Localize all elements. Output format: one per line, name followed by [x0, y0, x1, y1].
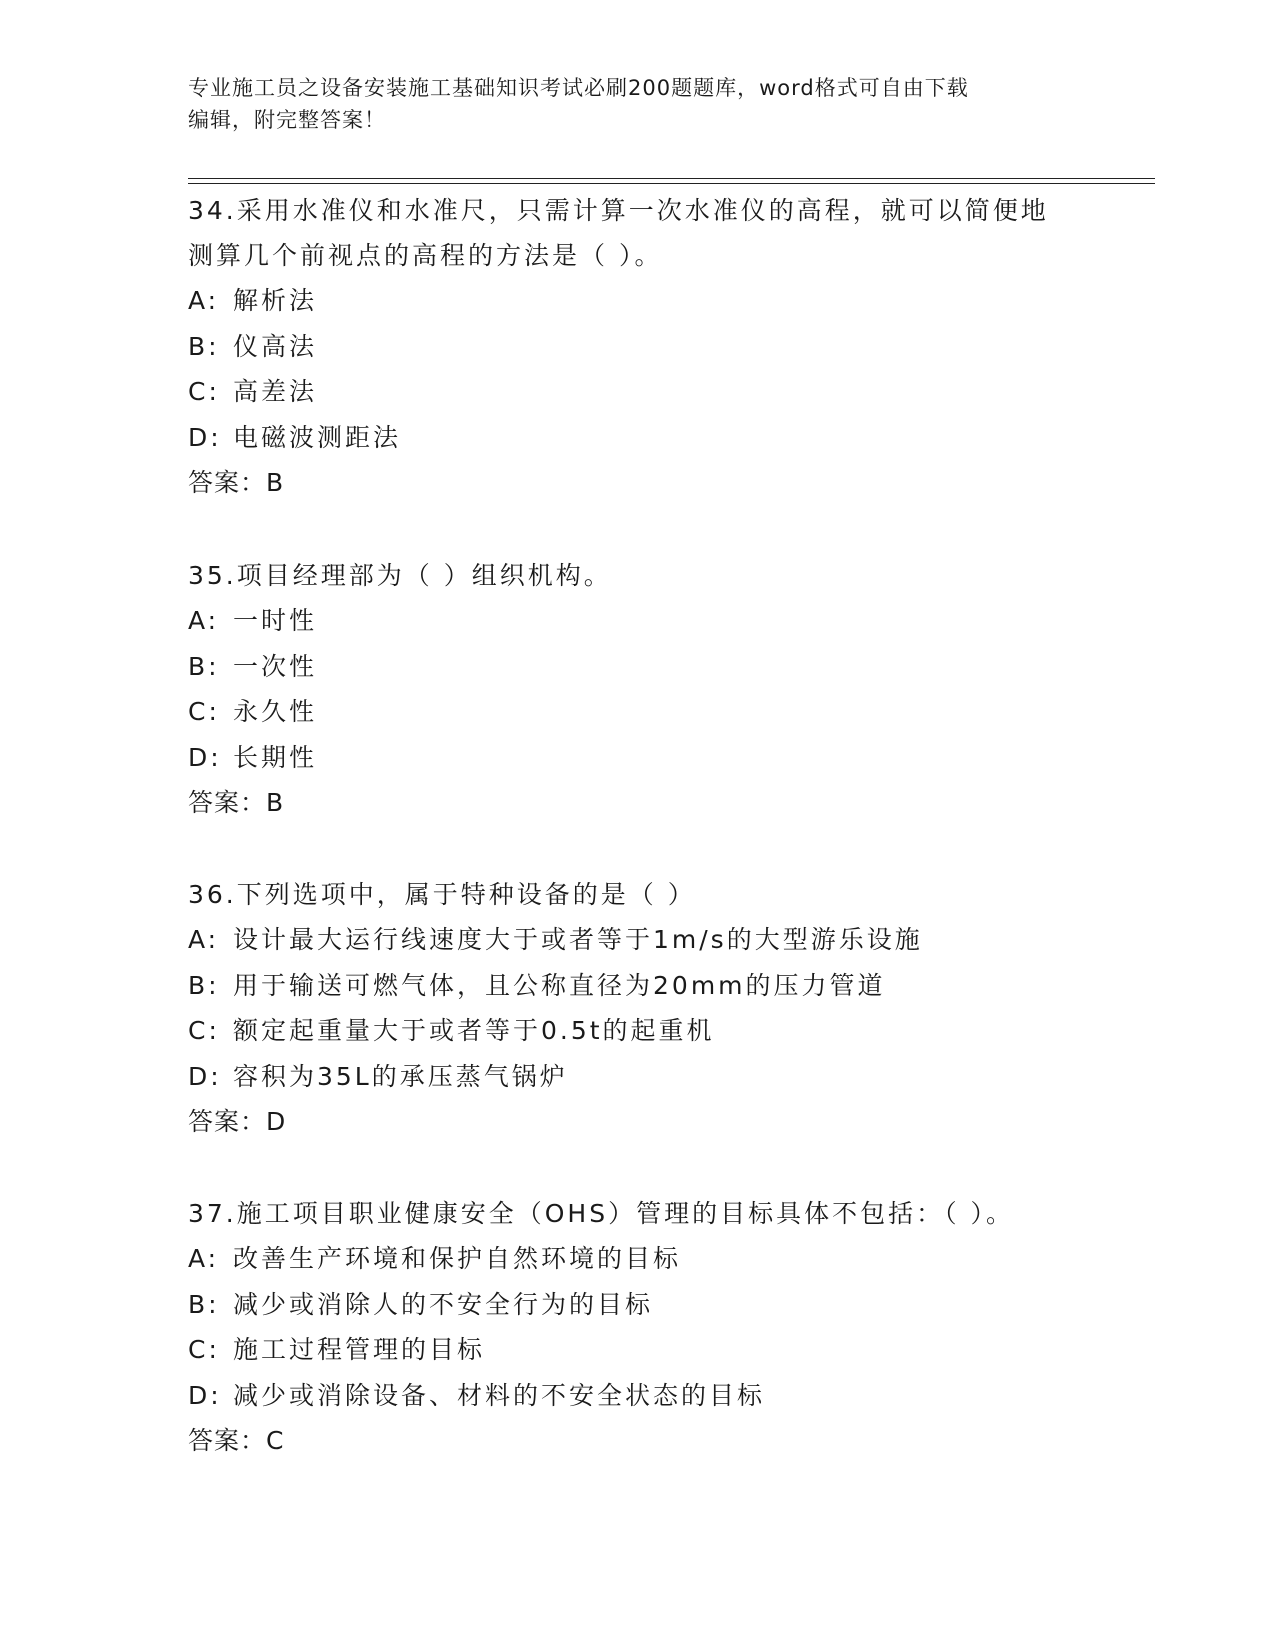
option-key: D:	[188, 422, 222, 452]
option-text: 用于输送可燃气体，且公称直径为20mm的压力管道	[233, 970, 886, 1000]
option-d	[188, 1054, 1088, 1100]
option-b	[188, 963, 1088, 1009]
question-text-line: 34.采用水准仪和水准尺，只需计算一次水准仪的高程，就可以简便地	[188, 196, 1049, 225]
option-b	[188, 1282, 1088, 1328]
header-line-1: 专业施工员之设备安装施工基础知识考试必刷200题题库，word格式可自由下载	[188, 76, 969, 100]
option-key: C:	[188, 697, 220, 726]
option-key: D:	[188, 1061, 222, 1091]
option-key: C:	[188, 1016, 220, 1045]
option-key: B:	[188, 331, 220, 361]
option-key: D:	[188, 1380, 222, 1410]
answer: 答案：B	[188, 788, 285, 817]
option-key: B:	[188, 1289, 220, 1319]
question-text-line: 37.施工项目职业健康安全（OHS）管理的目标具体不包括：（ ）。	[188, 1199, 1015, 1228]
option-text: 一次性	[233, 651, 318, 681]
option-key: D:	[188, 742, 222, 772]
option-text: 施工过程管理的目标	[233, 1335, 486, 1364]
option-b	[188, 324, 1088, 370]
option-b	[188, 644, 1088, 690]
option-c	[188, 1008, 1088, 1054]
question-37	[188, 1191, 1088, 1464]
option-text: 解析法	[233, 286, 318, 315]
option-a	[188, 278, 1088, 324]
answer: 答案：D	[188, 1107, 287, 1136]
option-text: 高差法	[233, 377, 318, 406]
answer: 答案：C	[188, 1426, 285, 1455]
option-c	[188, 1327, 1088, 1373]
option-key: C:	[188, 1335, 220, 1364]
option-text: 电磁波测距法	[233, 422, 402, 452]
option-a	[188, 917, 1088, 963]
option-key: A:	[188, 1244, 220, 1273]
question-text-line: 35.项目经理部为（ ）组织机构。	[188, 561, 612, 590]
option-text: 长期性	[233, 742, 318, 772]
option-key: B:	[188, 970, 220, 1000]
question-35	[188, 553, 1088, 826]
option-text: 一时性	[233, 606, 318, 635]
option-key: A:	[188, 606, 220, 635]
document-header	[188, 72, 1088, 136]
option-key: A:	[188, 925, 220, 954]
option-c	[188, 689, 1088, 735]
option-c	[188, 369, 1088, 415]
option-d	[188, 735, 1088, 781]
question-34	[188, 188, 1088, 506]
answer: 答案：B	[188, 468, 285, 497]
question-text-line: 36.下列选项中，属于特种设备的是（ ）	[188, 880, 696, 909]
option-text: 减少或消除人的不安全行为的目标	[233, 1289, 654, 1319]
option-text: 设计最大运行线速度大于或者等于1m/s的大型游乐设施	[233, 925, 923, 954]
header-divider-bottom	[188, 183, 1155, 184]
question-text-line: 测算几个前视点的高程的方法是（ ）。	[188, 241, 663, 270]
option-a	[188, 1236, 1088, 1282]
question-36	[188, 872, 1088, 1145]
option-key: B:	[188, 651, 220, 681]
option-key: C:	[188, 377, 220, 406]
option-a	[188, 598, 1088, 644]
option-text: 改善生产环境和保护自然环境的目标	[233, 1244, 682, 1273]
option-d	[188, 1373, 1088, 1419]
header-line-2: 编辑，附完整答案！	[188, 108, 386, 132]
option-d	[188, 415, 1088, 461]
option-text: 仪高法	[233, 331, 318, 361]
option-text: 容积为35L的承压蒸气锅炉	[233, 1061, 568, 1091]
header-divider-top	[188, 178, 1155, 179]
option-text: 减少或消除设备、材料的不安全状态的目标	[233, 1380, 766, 1410]
option-text: 永久性	[233, 697, 318, 726]
option-text: 额定起重量大于或者等于0.5t的起重机	[233, 1016, 715, 1045]
option-key: A:	[188, 286, 220, 315]
